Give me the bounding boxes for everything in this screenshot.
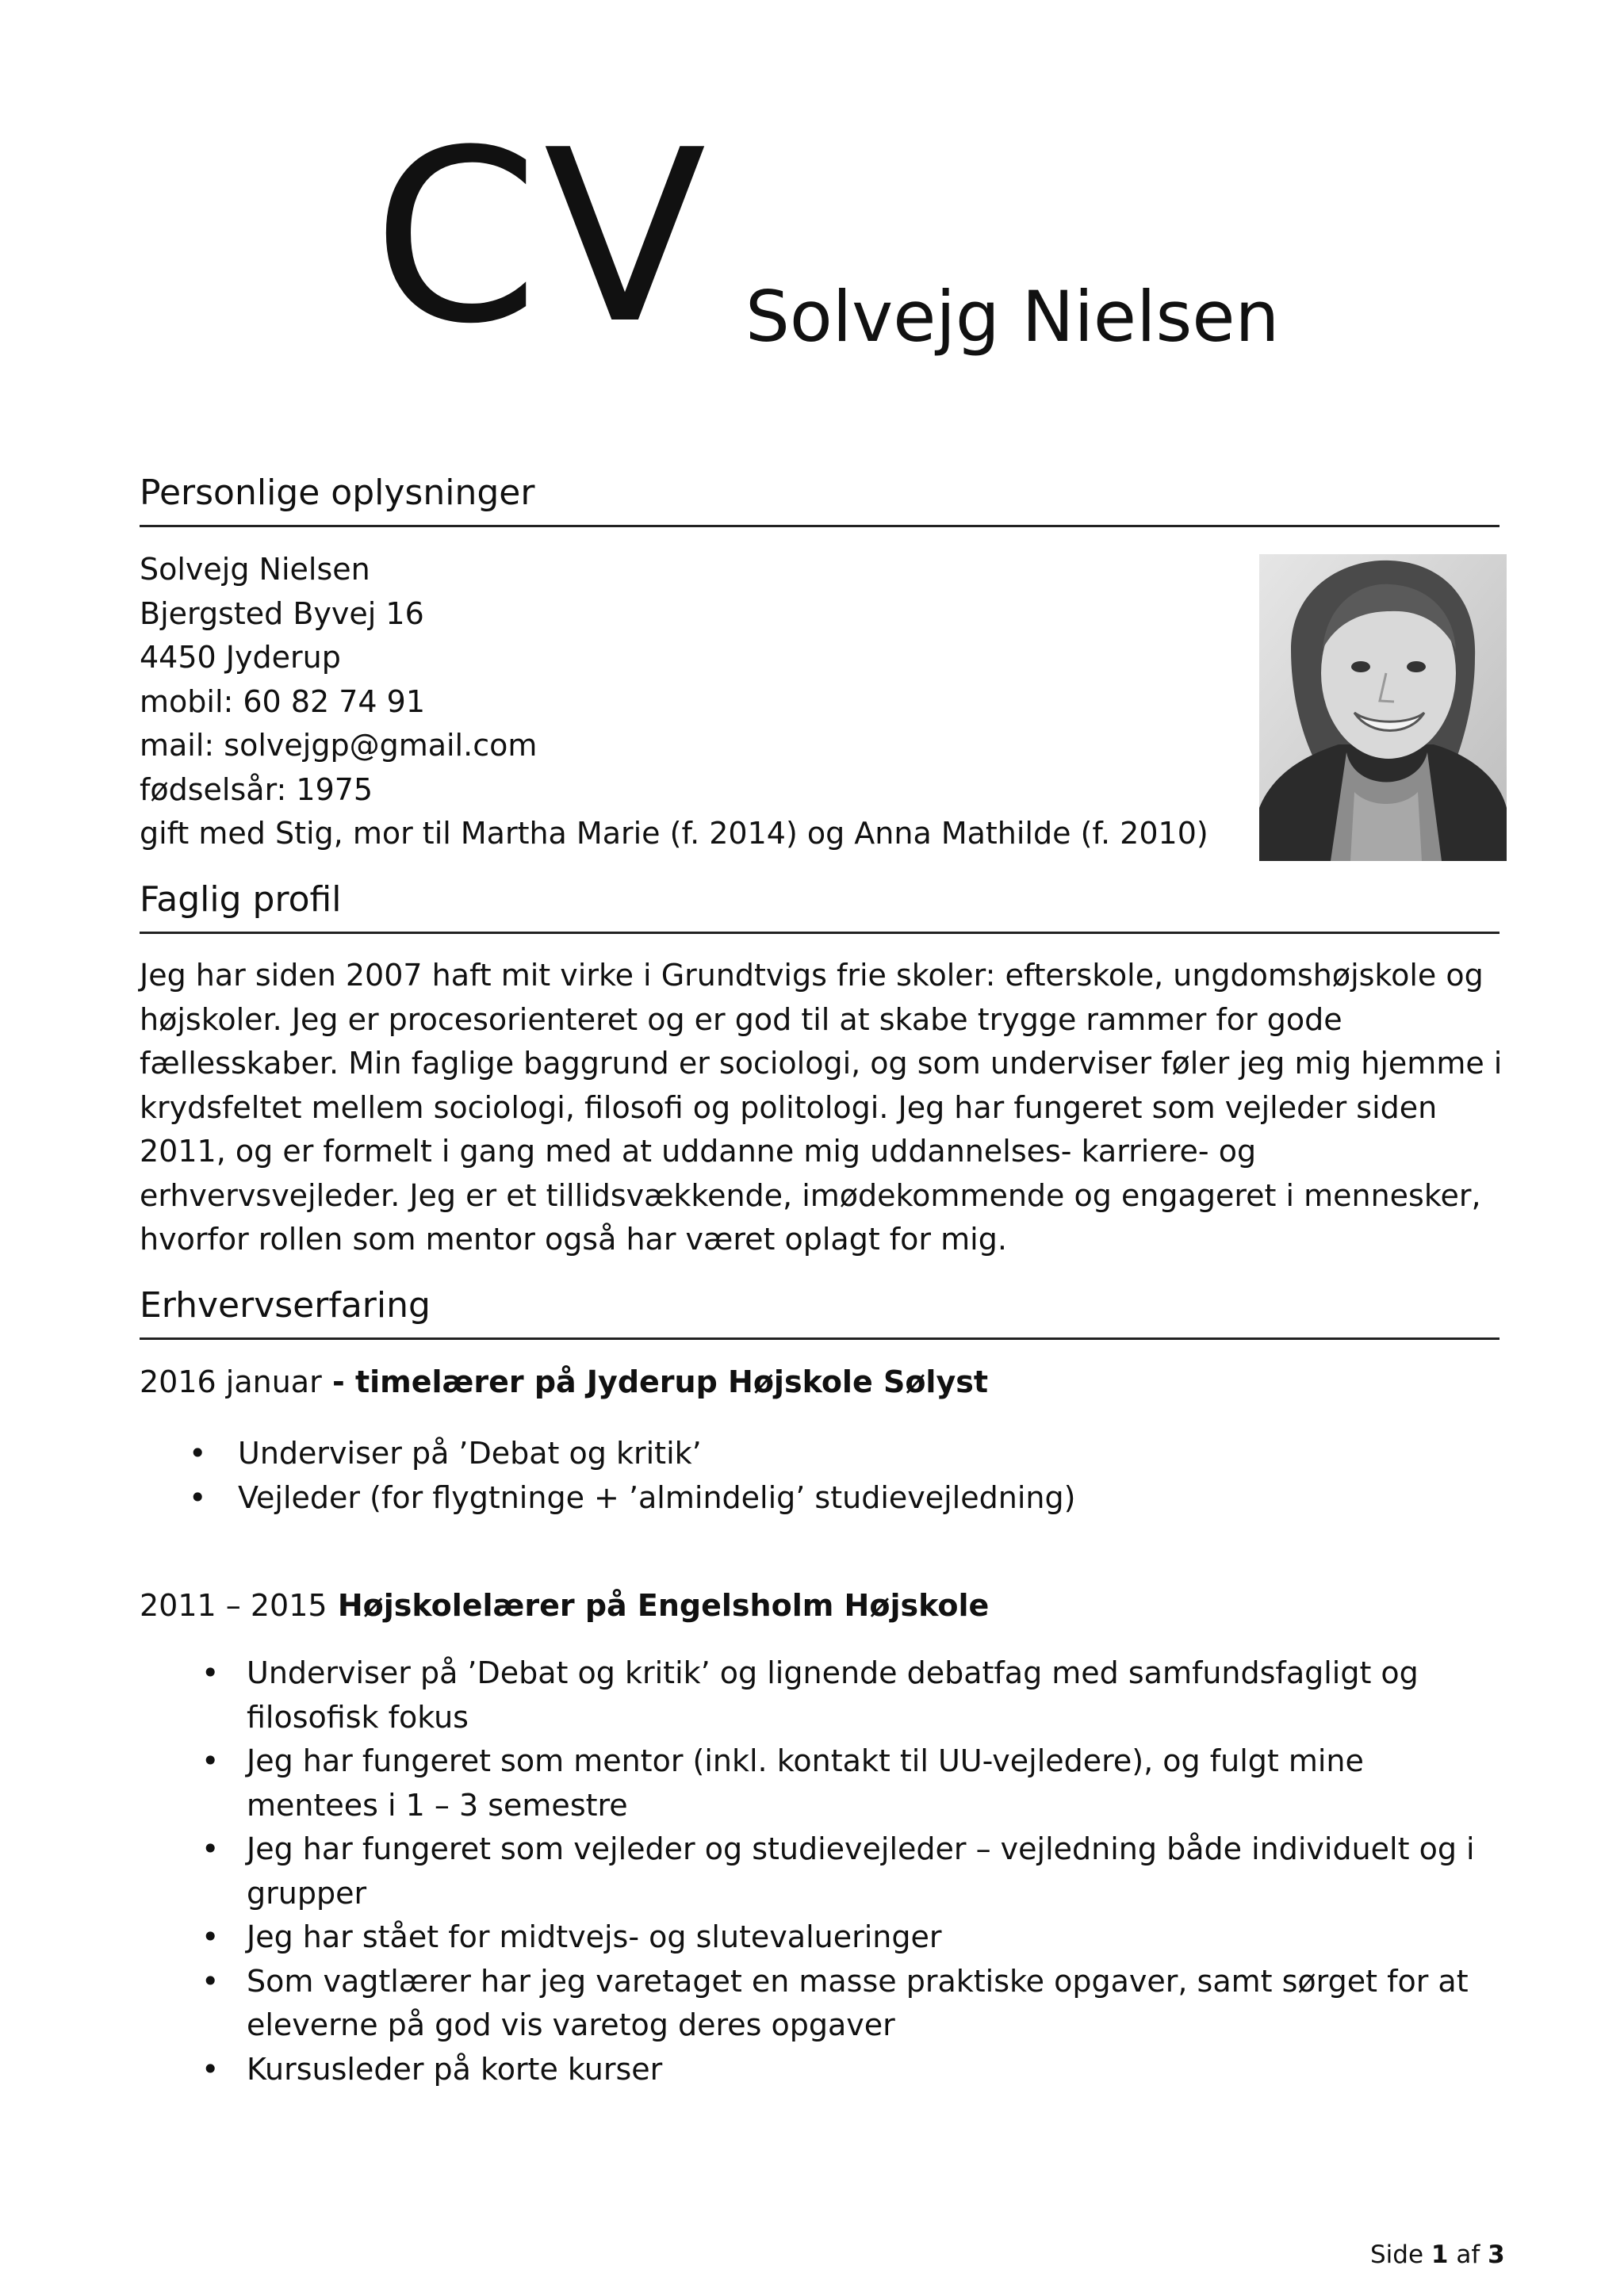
job-title-line	[140, 1584, 989, 1628]
bullet-icon: •	[201, 1919, 220, 1954]
info-line: mobil: 60 82 74 91	[140, 683, 426, 719]
bullet-text: Jeg har stået for midtvejs- og slutevalueringer	[247, 1919, 942, 1954]
list-item	[140, 1827, 1488, 1915]
list-item	[140, 2048, 1488, 2092]
info-line: gift med Stig, mor til Martha Marie (f. 2014) og Anna Mathilde (f. 2010)	[140, 816, 1208, 851]
job-period: 2016 januar	[140, 1364, 322, 1399]
job-title-line	[140, 1360, 988, 1405]
section-heading-experience: Erhvervserfaring	[140, 1284, 1500, 1340]
list-item	[140, 1651, 1488, 1739]
bullet-text: Jeg har fungeret som vejleder og studievejleder – vejledning både individuelt og i grupper	[247, 1831, 1475, 1911]
bullet-text: Underviser på ’Debat og kritik’	[238, 1436, 702, 1471]
bullet-icon: •	[201, 2051, 220, 2087]
bullet-text: Som vagtlærer har jeg varetaget en masse praktiske opgaver, samt sørget for at eleverne på god vis varetog deres opgaver	[247, 1963, 1469, 2042]
job-bullets	[140, 1651, 1488, 2091]
bullet-icon: •	[201, 1743, 220, 1778]
bullet-icon: •	[189, 1479, 207, 1515]
list-item	[140, 1915, 1488, 1960]
bullet-icon: •	[201, 1655, 220, 1690]
list-item	[140, 1739, 1488, 1827]
info-line: 4450 Jyderup	[140, 640, 341, 675]
cv-title: CV	[373, 99, 711, 376]
info-line: mail: solvejgp@gmail.com	[140, 728, 538, 763]
profile-text: Jeg har siden 2007 haft mit virke i Grundtvigs frie skoler: efterskole, ungdomshøjskole og højskoler. Jeg er procesorienteret og er god til at skabe trygge rammer for gode fællesskaber. Min faglige baggrund er sociologi, og som underviser føler jeg mig hjemme i krydsfeltet mellem sociologi, filosofi og politologi. Jeg har fungeret som vejleder siden 2011, og er formelt i gang med at uddanne mig uddannelses- karriere- og erhvervsvejleder. Jeg er et tillidsvækkende, imødekommende og engageret i mennesker, hvorfor rollen som mentor også har været oplagt for mig.	[140, 958, 1503, 1257]
bullet-icon: •	[189, 1436, 207, 1471]
personal-info	[140, 548, 1208, 856]
total-pages: 3	[1488, 2241, 1505, 2269]
profile-photo	[1259, 554, 1507, 861]
section-heading-personal: Personlige oplysninger	[140, 471, 1500, 527]
portrait-photo	[1259, 554, 1507, 861]
info-line: fødselsår: 1975	[140, 771, 373, 807]
section-heading-profile: Faglig profil	[140, 878, 1500, 934]
bullet-icon: •	[201, 1831, 220, 1866]
page-number	[1370, 2241, 1505, 2269]
info-line: Solvejg Nielsen	[140, 552, 370, 587]
page-prefix: Side	[1370, 2241, 1431, 2269]
job-separator	[327, 1588, 338, 1623]
bullet-icon: •	[201, 1963, 220, 1999]
list-item	[140, 1432, 1503, 1476]
job-period: 2011 – 2015	[140, 1588, 327, 1623]
list-item	[140, 1476, 1503, 1521]
bullet-text: Vejleder (for flygtninge + ’almindelig’ studievejledning)	[238, 1479, 1076, 1515]
job-bullets	[140, 1432, 1503, 1520]
current-page: 1	[1431, 2241, 1449, 2269]
bullet-text: Kursusleder på korte kurser	[247, 2051, 663, 2087]
page-middle: af	[1448, 2241, 1488, 2269]
bullet-text: Jeg har fungeret som mentor (inkl. kontakt til UU-vejledere), og fulgt mine mentees i 1 – 3 semestre	[247, 1743, 1364, 1823]
bullet-text: Underviser på ’Debat og kritik’ og lignende debatfag med samfundsfagligt og filosofisk fokus	[247, 1655, 1419, 1735]
job-title: Højskolelærer på Engelsholm Højskole	[337, 1588, 990, 1623]
info-line: Bjergsted Byvej 16	[140, 595, 424, 631]
job-separator: -	[321, 1364, 355, 1399]
list-item	[140, 1960, 1488, 2048]
cv-name-heading: Solvejg Nielsen	[745, 276, 1280, 358]
job-title: timelærer på Jyderup Højskole Sølyst	[354, 1364, 989, 1399]
